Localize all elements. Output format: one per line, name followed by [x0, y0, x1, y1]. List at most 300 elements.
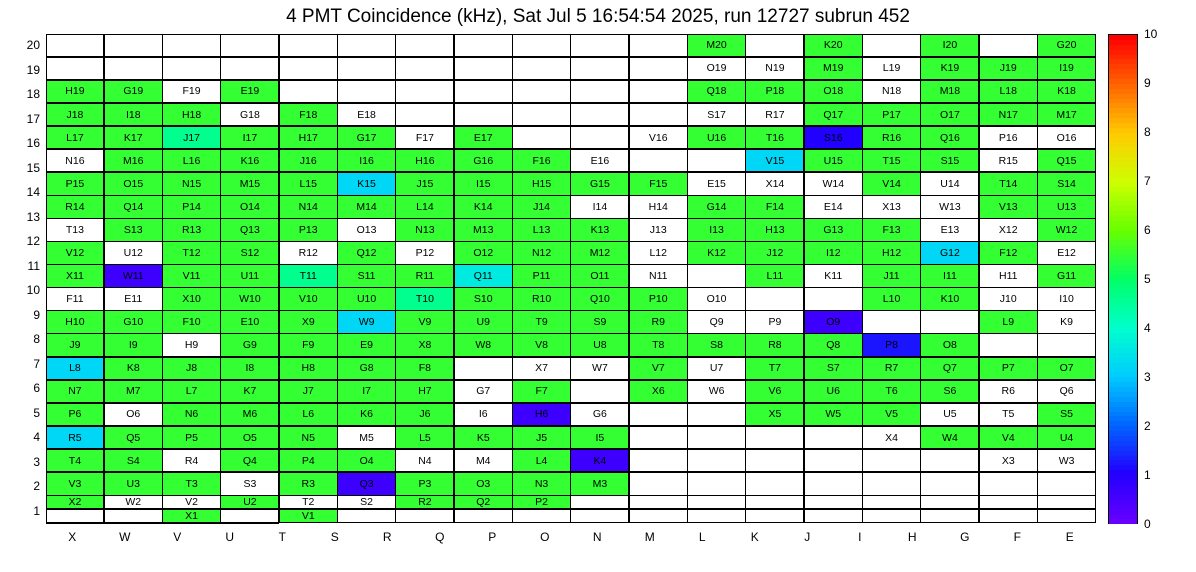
- heatmap-cell: R4: [162, 449, 221, 473]
- colorbar-tick-label: 1: [1144, 468, 1151, 482]
- heatmap-cell: [687, 509, 746, 523]
- heatmap-cell: W6: [687, 380, 746, 404]
- heatmap-cell: [745, 34, 804, 58]
- heatmap-cell: E11: [104, 287, 163, 311]
- heatmap-cell: [687, 426, 746, 450]
- heatmap-cell: E13: [920, 218, 979, 242]
- heatmap-cell: J13: [629, 218, 688, 242]
- heatmap-cell: T9: [512, 310, 571, 334]
- heatmap-cell: T8: [629, 333, 688, 357]
- heatmap-cell: X12: [979, 218, 1038, 242]
- heatmap-cell: U16: [687, 126, 746, 150]
- y-axis-tick-label: 18: [26, 87, 40, 102]
- heatmap-cell: [687, 149, 746, 173]
- y-axis-tick-label: 14: [26, 185, 40, 200]
- heatmap-cell: F15: [629, 172, 688, 196]
- heatmap-cell: R13: [162, 218, 221, 242]
- y-axis-tick-label: 10: [26, 283, 40, 298]
- y-axis-tick-label: 9: [33, 307, 40, 322]
- heatmap-cell: I6: [454, 403, 513, 427]
- heatmap-cell: T4: [46, 449, 105, 473]
- heatmap-cell: [745, 472, 804, 496]
- x-axis-tick-label: O: [540, 530, 550, 544]
- heatmap-cell: [862, 449, 921, 473]
- heatmap-cell: [570, 80, 629, 104]
- heatmap-cell: W5: [804, 403, 863, 427]
- heatmap-cell: K5: [454, 426, 513, 450]
- heatmap-cell: F17: [395, 126, 454, 150]
- heatmap-cell: L4: [512, 449, 571, 473]
- heatmap-cell: I19: [1037, 57, 1096, 81]
- heatmap-cell: K17: [104, 126, 163, 150]
- heatmap-cell: [745, 509, 804, 523]
- heatmap-cell: K20: [804, 34, 863, 58]
- heatmap-cell: I11: [920, 264, 979, 288]
- heatmap-cell: J9: [46, 333, 105, 357]
- heatmap-cell: [395, 103, 454, 127]
- heatmap-cell: W2: [104, 495, 163, 509]
- colorbar-tick-label: 0: [1144, 517, 1151, 531]
- heatmap-cell: R9: [629, 310, 688, 334]
- heatmap-cell: P3: [395, 472, 454, 496]
- heatmap-cell: G17: [337, 126, 396, 150]
- heatmap-cell: M13: [454, 218, 513, 242]
- heatmap-cell: Q14: [104, 195, 163, 219]
- heatmap-cell: K11: [804, 264, 863, 288]
- y-axis-tick-label: 17: [26, 111, 40, 126]
- heatmap-cell: [629, 103, 688, 127]
- colorbar-tick-label: 5: [1144, 272, 1151, 286]
- heatmap-cell: N15: [162, 172, 221, 196]
- heatmap-cell: O6: [104, 403, 163, 427]
- heatmap-cell: S11: [337, 264, 396, 288]
- heatmap-cell: L17: [46, 126, 105, 150]
- heatmap-cell: Q16: [920, 126, 979, 150]
- heatmap-cell: [570, 103, 629, 127]
- heatmap-cell: [920, 310, 979, 334]
- heatmap-cell: V4: [979, 426, 1038, 450]
- heatmap-cell: X11: [46, 264, 105, 288]
- heatmap-cell: E9: [337, 333, 396, 357]
- heatmap-cell: J18: [46, 103, 105, 127]
- heatmap-cell: L5: [395, 426, 454, 450]
- heatmap-cell: K10: [920, 287, 979, 311]
- y-axis-tick-label: 16: [26, 136, 40, 151]
- heatmap-cell: Q3: [337, 472, 396, 496]
- heatmap-cell: [337, 57, 396, 81]
- heatmap-cell: V1: [279, 509, 338, 523]
- heatmap-cell: [745, 495, 804, 509]
- heatmap-cell: [395, 509, 454, 523]
- heatmap-cell: V9: [395, 310, 454, 334]
- heatmap-cell: [920, 495, 979, 509]
- heatmap-cell: X9: [279, 310, 338, 334]
- heatmap-cell: [687, 264, 746, 288]
- colorbar-tick-label: 8: [1144, 125, 1151, 139]
- heatmap-cell: Q5: [104, 426, 163, 450]
- heatmap-cell: T16: [745, 126, 804, 150]
- heatmap-cell: S13: [104, 218, 163, 242]
- x-axis-tick-label: L: [698, 530, 706, 544]
- heatmap-cell: L7: [162, 380, 221, 404]
- heatmap-cell: L19: [862, 57, 921, 81]
- heatmap-cell: P18: [745, 80, 804, 104]
- heatmap-cell: V16: [629, 126, 688, 150]
- heatmap-cell: F11: [46, 287, 105, 311]
- heatmap-cell: L15: [279, 172, 338, 196]
- heatmap-cell: W7: [570, 357, 629, 381]
- heatmap-cell: V15: [745, 149, 804, 173]
- heatmap-cell: [104, 34, 163, 58]
- heatmap-cell: [337, 34, 396, 58]
- heatmap-cell: [162, 57, 221, 81]
- heatmap-cell: P13: [279, 218, 338, 242]
- heatmap-cell: S7: [804, 357, 863, 381]
- heatmap-cell: E19: [220, 80, 279, 104]
- heatmap-cell: G15: [570, 172, 629, 196]
- heatmap-cell: N13: [395, 218, 454, 242]
- heatmap-cell: N18: [862, 80, 921, 104]
- heatmap-cell: O5: [220, 426, 279, 450]
- heatmap-cell: K18: [1037, 80, 1096, 104]
- heatmap-cell: [629, 403, 688, 427]
- x-axis-tick-label: F: [1013, 530, 1021, 544]
- colorbar-tick-label: 4: [1144, 321, 1151, 335]
- heatmap-cell: P14: [162, 195, 221, 219]
- heatmap-cell: I18: [104, 103, 163, 127]
- heatmap-cell: G8: [337, 357, 396, 381]
- heatmap-cell: M20: [687, 34, 746, 58]
- heatmap-cell: L14: [395, 195, 454, 219]
- heatmap-cell: [979, 472, 1038, 496]
- heatmap-cell: [104, 57, 163, 81]
- heatmap-cell: X10: [162, 287, 221, 311]
- heatmap-cell: P17: [862, 103, 921, 127]
- heatmap-cell: [570, 57, 629, 81]
- heatmap-cell: [862, 472, 921, 496]
- heatmap-cell: R5: [46, 426, 105, 450]
- heatmap-cell: V11: [162, 264, 221, 288]
- heatmap-cell: H8: [279, 357, 338, 381]
- heatmap-cell: R6: [979, 380, 1038, 404]
- heatmap-cell: [804, 287, 863, 311]
- heatmap-cell: I17: [220, 126, 279, 150]
- heatmap-cell: M12: [570, 241, 629, 265]
- y-axis-tick-label: 20: [26, 38, 40, 53]
- heatmap-cell: R17: [745, 103, 804, 127]
- heatmap-cell: U7: [687, 357, 746, 381]
- heatmap-cell: O18: [804, 80, 863, 104]
- heatmap-cell: I14: [570, 195, 629, 219]
- heatmap-cell: U13: [1037, 195, 1096, 219]
- heatmap-cell: H9: [162, 333, 221, 357]
- colorbar-tick-label: 7: [1144, 174, 1151, 188]
- x-axis-tick-label: Q: [435, 530, 445, 544]
- heatmap-cell: [687, 403, 746, 427]
- heatmap-cell: K8: [104, 357, 163, 381]
- heatmap-cell: O19: [687, 57, 746, 81]
- x-axis-tick-label: G: [960, 530, 970, 544]
- y-axis-tick-label: 11: [27, 258, 40, 273]
- heatmap-cell: M16: [104, 149, 163, 173]
- heatmap-cell: [512, 57, 571, 81]
- heatmap-cell: J14: [512, 195, 571, 219]
- heatmap-cell: N19: [745, 57, 804, 81]
- heatmap-cell: [46, 57, 105, 81]
- heatmap-cell: K19: [920, 57, 979, 81]
- heatmap-cell: G13: [804, 218, 863, 242]
- heatmap-cell: F13: [862, 218, 921, 242]
- heatmap-cell: P9: [745, 310, 804, 334]
- heatmap-cell: V5: [862, 403, 921, 427]
- heatmap-cell: L9: [979, 310, 1038, 334]
- heatmap-cell: I15: [454, 172, 513, 196]
- heatmap-cell: R12: [279, 241, 338, 265]
- heatmap-cell: K6: [337, 403, 396, 427]
- heatmap-cell: S8: [687, 333, 746, 357]
- heatmap-cell: Q12: [337, 241, 396, 265]
- y-axis-tick-label: 5: [33, 405, 40, 420]
- heatmap-cell: [979, 333, 1038, 357]
- heatmap-cell: V13: [979, 195, 1038, 219]
- heatmap-cell: K9: [1037, 310, 1096, 334]
- heatmap-cell: [1037, 495, 1096, 509]
- heatmap-cell: O10: [687, 287, 746, 311]
- heatmap-cell: N11: [629, 264, 688, 288]
- colorbar-tick-label: 10: [1144, 27, 1158, 41]
- heatmap-cell: U9: [454, 310, 513, 334]
- heatmap-cell: H13: [745, 218, 804, 242]
- heatmap-cell: R10: [512, 287, 571, 311]
- heatmap-cell: [920, 449, 979, 473]
- heatmap-cell: P15: [46, 172, 105, 196]
- heatmap-cell: J17: [162, 126, 221, 150]
- heatmap-cell: W14: [804, 172, 863, 196]
- heatmap-cell: M6: [220, 403, 279, 427]
- heatmap-cell: P7: [979, 357, 1038, 381]
- x-axis-tick-label: E: [1065, 530, 1074, 544]
- heatmap-cell: E17: [454, 126, 513, 150]
- heatmap-cell: I10: [1037, 287, 1096, 311]
- heatmap-cell: T10: [395, 287, 454, 311]
- heatmap-cell: Q7: [920, 357, 979, 381]
- heatmap-cell: F9: [279, 333, 338, 357]
- heatmap-cell: O17: [920, 103, 979, 127]
- heatmap-cell: Q9: [687, 310, 746, 334]
- heatmap-cell: G16: [454, 149, 513, 173]
- heatmap-cell: I13: [687, 218, 746, 242]
- heatmap-cell: [337, 509, 396, 523]
- heatmap-cell: [1037, 472, 1096, 496]
- heatmap-cell: O8: [920, 333, 979, 357]
- heatmap-cell: M5: [337, 426, 396, 450]
- y-axis-tick-label: 4: [33, 430, 40, 445]
- heatmap-cell: L18: [979, 80, 1038, 104]
- heatmap-cell: [162, 522, 221, 524]
- heatmap-cell: E14: [804, 195, 863, 219]
- x-axis-tick-label: M: [644, 530, 655, 544]
- heatmap-cell: T2: [279, 495, 338, 509]
- heatmap-cell: S4: [104, 449, 163, 473]
- heatmap-cell: X4: [862, 426, 921, 450]
- heatmap-cell: O12: [454, 241, 513, 265]
- heatmap-cell: V7: [629, 357, 688, 381]
- heatmap-cell: [629, 509, 688, 523]
- heatmap-cell: N6: [162, 403, 221, 427]
- heatmap-cell: [745, 449, 804, 473]
- heatmap-cell: S6: [920, 380, 979, 404]
- heatmap-cell: L6: [279, 403, 338, 427]
- heatmap-cell: V6: [745, 380, 804, 404]
- heatmap-cell: [687, 449, 746, 473]
- heatmap-cell: T13: [46, 218, 105, 242]
- heatmap-cell: X14: [745, 172, 804, 196]
- heatmap-cell: S10: [454, 287, 513, 311]
- heatmap-cell: X5: [745, 403, 804, 427]
- y-axis-tick-label: 8: [33, 332, 40, 347]
- heatmap-cell: O16: [1037, 126, 1096, 150]
- heatmap-cell: U5: [920, 403, 979, 427]
- heatmap-cell: [454, 80, 513, 104]
- x-axis-tick-label: P: [488, 530, 497, 544]
- heatmap-cell: V3: [46, 472, 105, 496]
- heatmap-cell: [629, 495, 688, 509]
- heatmap-cell: [454, 57, 513, 81]
- heatmap-cell: F8: [395, 357, 454, 381]
- heatmap-cell: [454, 357, 513, 381]
- heatmap-cell: H15: [512, 172, 571, 196]
- heatmap-cell: E18: [337, 103, 396, 127]
- heatmap-cell: Q15: [1037, 149, 1096, 173]
- heatmap-cell: G19: [104, 80, 163, 104]
- heatmap-cell: S16: [804, 126, 863, 150]
- heatmap-cell: U10: [337, 287, 396, 311]
- heatmap-cell: T5: [979, 403, 1038, 427]
- heatmap-cell: E16: [570, 149, 629, 173]
- heatmap-cell: L8: [46, 357, 105, 381]
- heatmap-cell: P2: [512, 495, 571, 509]
- colorbar-tick-label: 2: [1144, 419, 1151, 433]
- heatmap-cell: [512, 103, 571, 127]
- heatmap-cell: [629, 426, 688, 450]
- heatmap-cell: [629, 34, 688, 58]
- heatmap-cell: O13: [337, 218, 396, 242]
- heatmap-cell: I9: [104, 333, 163, 357]
- heatmap-cell: [687, 472, 746, 496]
- heatmap-cell: [920, 509, 979, 523]
- heatmap-cell: S17: [687, 103, 746, 127]
- heatmap-cell: K12: [687, 241, 746, 265]
- heatmap-cell: W12: [1037, 218, 1096, 242]
- heatmap-cell: I16: [337, 149, 396, 173]
- heatmap-cell: J6: [395, 403, 454, 427]
- heatmap-cell: V8: [512, 333, 571, 357]
- heatmap-cell: T3: [162, 472, 221, 496]
- heatmap-cell: W9: [337, 310, 396, 334]
- heatmap-cell: O7: [1037, 357, 1096, 381]
- heatmap-cell: [570, 380, 629, 404]
- heatmap-cell: [1037, 509, 1096, 523]
- x-axis-tick-label: U: [225, 530, 235, 544]
- heatmap-cell: P8: [862, 333, 921, 357]
- heatmap-cell: [979, 495, 1038, 509]
- heatmap-cell: [804, 426, 863, 450]
- heatmap-cell: L12: [629, 241, 688, 265]
- heatmap-cell: G9: [220, 333, 279, 357]
- heatmap-cell: [687, 495, 746, 509]
- heatmap-cell: [979, 34, 1038, 58]
- heatmap-cell: G18: [220, 103, 279, 127]
- heatmap-cell: [395, 57, 454, 81]
- heatmap-cell: I12: [804, 241, 863, 265]
- heatmap-cell: X6: [629, 380, 688, 404]
- heatmap-cell: M15: [220, 172, 279, 196]
- heatmap-cell: W8: [454, 333, 513, 357]
- heatmap-cell: S9: [570, 310, 629, 334]
- heatmap-cell: [104, 509, 163, 523]
- heatmap-cell: N14: [279, 195, 338, 219]
- heatmap-cell: [220, 34, 279, 58]
- heatmap-cell: [1037, 333, 1096, 357]
- heatmap-cell: Q17: [804, 103, 863, 127]
- heatmap-cell: O4: [337, 449, 396, 473]
- heatmap-cell: [629, 149, 688, 173]
- heatmap-cell: E12: [1037, 241, 1096, 265]
- heatmap-cell: M17: [1037, 103, 1096, 127]
- heatmap-cell: [512, 34, 571, 58]
- chart-title: 4 PMT Coincidence (kHz), Sat Jul 5 16:54:54 2025, run 12727 subrun 452: [286, 6, 910, 27]
- heatmap-cell: V10: [279, 287, 338, 311]
- heatmap-cell: V14: [862, 172, 921, 196]
- heatmap-cell: [454, 34, 513, 58]
- heatmap-cell: W4: [920, 426, 979, 450]
- heatmap-cell: G6: [570, 403, 629, 427]
- heatmap-cell: V12: [46, 241, 105, 265]
- heatmap-cell: Q11: [454, 264, 513, 288]
- heatmap-cell: [804, 495, 863, 509]
- heatmap-cell: U11: [220, 264, 279, 288]
- x-axis-tick-label: K: [750, 530, 759, 544]
- heatmap-cell: R2: [395, 495, 454, 509]
- heatmap-cell: S5: [1037, 403, 1096, 427]
- heatmap-cell: [570, 495, 629, 509]
- heatmap-cell: P11: [512, 264, 571, 288]
- heatmap-cell: [570, 126, 629, 150]
- heatmap-cell: [46, 509, 105, 523]
- colorbar-segment: [1109, 519, 1137, 524]
- heatmap-cell: F19: [162, 80, 221, 104]
- heatmap-cell: [862, 495, 921, 509]
- heatmap-cell: F16: [512, 149, 571, 173]
- heatmap-cell: R8: [745, 333, 804, 357]
- heatmap-cell: I7: [337, 380, 396, 404]
- colorbar-tick-label: 6: [1144, 223, 1151, 237]
- heatmap-cell: G7: [454, 380, 513, 404]
- heatmap-cell: [279, 57, 338, 81]
- colorbar-tick-label: 3: [1144, 370, 1151, 384]
- heatmap-cell: M14: [337, 195, 396, 219]
- heatmap-cell: O3: [454, 472, 513, 496]
- heatmap-cell: U4: [1037, 426, 1096, 450]
- y-axis-tick-label: 2: [33, 479, 40, 494]
- heatmap-cell: U3: [104, 472, 163, 496]
- heatmap-cell: T15: [862, 149, 921, 173]
- x-axis-tick-label: N: [592, 530, 602, 544]
- heatmap-cell: G10: [104, 310, 163, 334]
- heatmap-cell: S12: [220, 241, 279, 265]
- heatmap-cell: T7: [745, 357, 804, 381]
- heatmap-cell: [629, 449, 688, 473]
